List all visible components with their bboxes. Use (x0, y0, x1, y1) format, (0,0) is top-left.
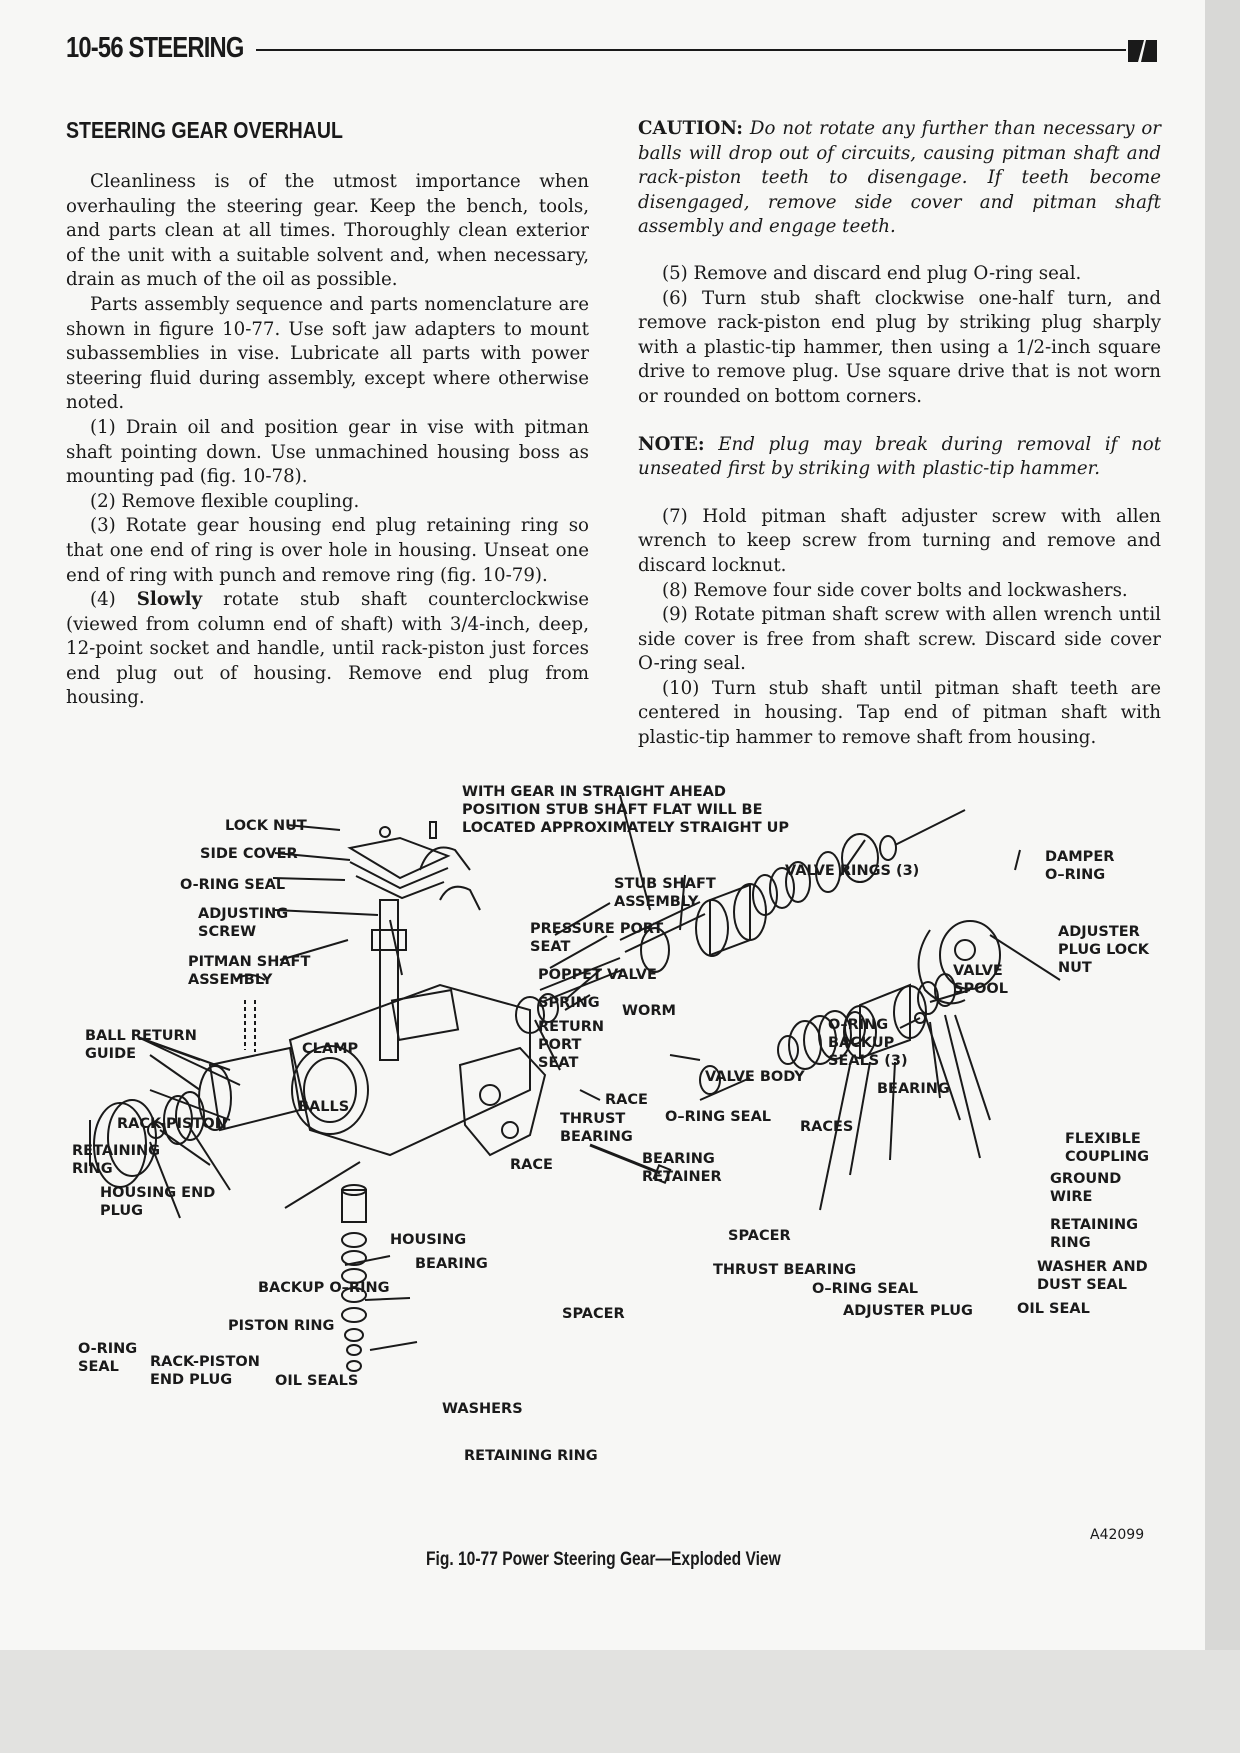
step-6: (6) Turn stub shaft clockwise one-half turn, and remove rack-piston end plug by striking plug sharply with a plastic-tip hammer, then using a 1/2-inch square drive to remove plug. Use square drive that is not worn or rounded on bottom corners. (638, 287, 1161, 407)
callout-oil-seal: OIL SEAL (1017, 1301, 1090, 1317)
callout-return-port-seat: RETURN PORT SEAT (538, 1019, 605, 1071)
step-4 (66, 588, 589, 711)
callout-backup-o-ring: BACKUP O–RING (258, 1280, 390, 1296)
callout-stub-shaft: STUB SHAFT ASSEMBLY (614, 876, 716, 910)
header-rule (256, 49, 1126, 51)
caution-block (638, 117, 1161, 240)
housing-part (290, 985, 530, 1155)
section-heading: STEERING GEAR OVERHAUL (66, 117, 343, 143)
callout-o-ring-seal-left: O-RING SEAL (78, 1341, 138, 1375)
callout-clamp: CLAMP (302, 1041, 359, 1057)
figure-code: A42099 (1090, 1527, 1145, 1543)
callout-ground-wire: GROUND WIRE (1050, 1171, 1122, 1205)
callout-pitman-shaft: PITMAN SHAFT ASSEMBLY (188, 954, 311, 988)
callout-straight-ahead-note: WITH GEAR IN STRAIGHT AHEAD POSITION STUB SHAFT FLAT WILL BE LOCATED APPROXIMATELY STRAIGHT UP (462, 784, 790, 836)
callout-races: RACES (800, 1119, 854, 1135)
callout-retaining-ring-bottom: RETAINING RING (464, 1448, 598, 1464)
callout-valve-body: VALVE BODY (705, 1069, 805, 1085)
callout-o-ring-seal-mid: O–RING SEAL (665, 1109, 772, 1125)
callout-housing: HOUSING (390, 1232, 467, 1248)
step-4-emphasis: Slowly (136, 589, 203, 611)
callout-worm: WORM (622, 1003, 676, 1019)
step-3: (3) Rotate gear housing end plug retaining ring so that one end of ring is over hole in housing. Unseat one end of ring with punch and remove ring (fig. 10-79). (66, 515, 589, 586)
callout-pressure-port-seat: PRESSURE PORT SEAT (530, 921, 664, 955)
callout-washer-dust-seal: WASHER AND DUST SEAL (1037, 1259, 1148, 1293)
spacer (638, 240, 1161, 262)
note-block (638, 433, 1161, 482)
callout-ball-return-guide: BALL RETURN GUIDE (85, 1028, 197, 1062)
pentastar-logo (1126, 36, 1159, 64)
note-text: End plug may break during removal if not unseated first by striking with plastic-tip hammer. (638, 433, 1161, 480)
callout-lock-nut: LOCK NUT (225, 818, 307, 834)
figure-caption: Fig. 10-77 Power Steering Gear—Exploded View (426, 1549, 781, 1570)
callout-o-ring-seal-top: O-RING SEAL (180, 877, 286, 893)
nomenclature-paragraph: Parts assembly sequence and parts nomenclature are shown in figure 10-77. Use soft jaw adapters to mount subassemblies in vise. Lubricate all parts with power steering fluid during assembly, except where otherwise noted. (66, 293, 589, 414)
exploded-view-figure (60, 784, 1160, 1550)
callout-valve-rings: VALVE RINGS (3) (785, 863, 920, 879)
left-column (66, 170, 589, 711)
callout-bearing-lower: BEARING (415, 1256, 488, 1272)
right-column (638, 117, 1161, 751)
callout-poppet-valve: POPPET VALVE (538, 967, 657, 983)
pitman-shaft-part (380, 900, 398, 1060)
step-1: (1) Drain oil and position gear in vise with pitman shaft pointing down. Use unmachined housing boss as mounting pad (fig. 10-78). (66, 416, 589, 488)
step-8: (8) Remove four side cover bolts and lockwashers. (662, 579, 1128, 601)
callout-spacer-right: SPACER (728, 1228, 791, 1244)
callout-damper-o-ring: DAMPER O–RING (1045, 849, 1115, 883)
step-9: (9) Rotate pitman shaft screw with allen wrench until side cover is free from shaft screw. Discard side cover O-ring seal. (638, 604, 1161, 675)
caution-text: Do not rotate any further than necessary or balls will drop out of circuits, causing pitman shaft and rack-piston teeth to disengage. If teeth become disengaged, remove side cover and pitman shaft assembly and engage teeth. (638, 118, 1161, 238)
callout-side-cover: SIDE COVER (200, 846, 298, 862)
callout-adjuster-plug-lock-nut: ADJUSTER PLUG LOCK NUT (1058, 924, 1150, 976)
step-10: (10) Turn stub shaft until pitman shaft teeth are centered in housing. Tap end of pitman shaft with plastic-tip hammer to remove shaft from housing. (638, 677, 1161, 749)
page-header-title: 10-56 STEERING (66, 32, 244, 64)
step-4-text: rotate stub shaft counterclockwise (viewed from column end of shaft) with 3/4-inch, deep, 12-point socket and handle, until rack-piston just forces end plug out of housing. Remove end plug from housing. (66, 589, 589, 709)
callout-spring: SPRING (538, 995, 600, 1011)
callout-rack-piston: RACK-PISTON (117, 1116, 227, 1132)
callout-housing-end-plug: HOUSING END PLUG (100, 1185, 216, 1219)
step-5: (5) Remove and discard end plug O-ring seal. (662, 262, 1082, 284)
page-header (66, 28, 1159, 68)
callout-flexible-coupling: FLEXIBLE COUPLING (1065, 1131, 1150, 1165)
step-4-number: (4) (90, 589, 137, 611)
callout-oil-seals: OIL SEALS (275, 1373, 359, 1389)
callout-spacer-lower: SPACER (562, 1306, 625, 1322)
callout-retaining-ring-right: RETAINING RING (1050, 1217, 1139, 1251)
spacer (638, 482, 1161, 505)
callout-race-upper: RACE (605, 1092, 648, 1108)
callout-adjuster-plug: ADJUSTER PLUG (843, 1303, 973, 1319)
exploded-view-drawing (60, 790, 1160, 1550)
callout-o-ring-seal-lower: O–RING SEAL (812, 1281, 919, 1297)
callout-adjusting-screw: ADJUSTING SCREW (198, 906, 289, 940)
intro-paragraph: Cleanliness is of the utmost importance when overhauling the steering gear. Keep the bench, tools, and parts clean at all times. Thoroughly clean exterior of the unit with a suitable solvent and, when necessary, drain as much of the oil as possible. (66, 171, 589, 291)
callout-washers: WASHERS (442, 1401, 523, 1417)
callout-bearing-retainer: BEARING RETAINER (642, 1151, 722, 1185)
scan-background (0, 1650, 1240, 1753)
callout-valve-spool: VALVE SPOOL (953, 963, 1008, 997)
valve-body-part (710, 885, 750, 955)
step-2: (2) Remove flexible coupling. (90, 490, 360, 512)
mounting-bracket-part (460, 1048, 545, 1155)
callout-thrust-bearing-lower: THRUST BEARING (713, 1262, 857, 1278)
callout-race-lower: RACE (510, 1157, 553, 1173)
step-7: (7) Hold pitman shaft adjuster screw with allen wrench to keep screw from turning and remove and discard locknut. (638, 505, 1161, 576)
callout-bearing-right: BEARING (877, 1081, 950, 1097)
callout-rack-piston-end-plug: RACK-PISTON END PLUG (150, 1354, 260, 1388)
callout-o-ring-backup-seals: O–RING BACKUP SEALS (3) (828, 1017, 908, 1069)
caution-label: CAUTION: (638, 118, 744, 139)
callout-thrust-bearing-mid: THRUST BEARING (560, 1111, 633, 1145)
callout-retaining-ring-left: RETAINING RING (72, 1143, 161, 1177)
note-label: NOTE: (638, 433, 705, 455)
callout-piston-ring: PISTON RING (228, 1318, 335, 1334)
spacer (638, 410, 1161, 433)
callout-balls: BALLS (298, 1099, 350, 1115)
side-cover-part (350, 838, 448, 878)
